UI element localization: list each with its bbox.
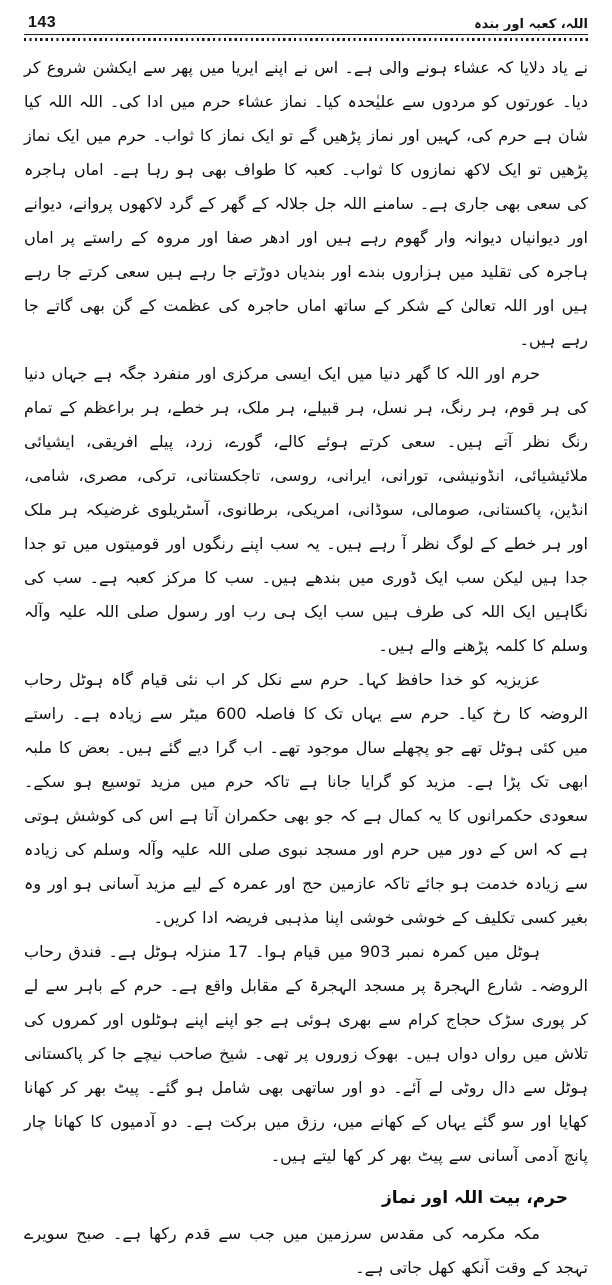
paragraph-continuation: نے یاد دلایا کہ عشاء ہونے والی ہے۔ اس نے اپنے ایریا میں پھر سے ایکشن شروع کر دیا۔ عورتوں کو مردوں سے علیٰحدہ کیا۔ نماز عشاء حرم میں ادا کی۔ اللہ اللہ کیا شان ہے حرم کی، کہیں اور نماز پڑھیں گے تو ایک نماز کا ثواب۔ حرم میں ایک نماز پڑھیں تو ایک لاکھ نمازوں کا ثواب۔ کعبہ کا طواف بھی ہو رہا ہے۔ اماں ہاجرہ کی سعی بھی جاری ہے۔ سامنے اللہ جل جلالہ کے گھر کے گرد لاکھوں پروانے، دیوانے اور دیوانیاں دیوانہ وار گھوم رہے ہیں اور ادھر صفا اور مروہ کے راستے پر اماں ہاجرہ کی تقلید میں ہزاروں بندے اور بندیاں دوڑتے جا رہے ہیں سعی کرتے جا رہے ہیں اور اللہ تعالیٰ کے شکر کے ساتھ اماں حاجرہ کی عظمت کے گن بھی گاتے جا رہے ہیں۔	[24, 58, 588, 349]
page-header	[24, 8, 588, 32]
section-heading: حرم، بیت اللہ اور نماز	[382, 1188, 568, 1208]
page-number: 143	[28, 14, 57, 31]
running-title: اللہ، کعبہ اور بندہ	[474, 17, 588, 32]
header-rule-dotted	[24, 38, 588, 41]
paragraph: عزیزیہ کو خدا حافظ کہا۔ حرم سے نکل کر اب نئی قیام گاہ ہوٹل رحاب الروضہ کا رخ کیا۔ حرم سے یہاں تک کا فاصلہ 600 میٹر سے زیادہ ہے۔ راستے میں کئی ہوٹل تھے جو پچھلے سال موجود تھے۔ اب گرا دیے گئے ہیں۔ بعض کا ملبہ ابھی تک پڑا ہے۔ مزید کو گرایا جانا ہے تاکہ حرم میں مزید توسیع ہو سکے۔ سعودی حکمرانوں کا یہ کمال ہے کہ جو بھی حکمران آتا ہے اس کی کوشش ہوتی ہے کہ اس کے دور میں حرم اور مسجد نبوی صلی اللہ علیہ وآلہ وسلم کی زیادہ سے زیادہ خدمت ہو جائے تاکہ عازمین حج اور عمرہ کے لیے مزید آسانی ہو اور وہ بغیر کسی تکلیف کے خوشی خوشی اپنا مذہبی فریضہ ادا کریں۔	[24, 670, 589, 927]
header-rule-solid	[24, 34, 588, 35]
page-body	[24, 51, 588, 1285]
paragraph: ہوٹل میں کمرہ نمبر 903 میں قیام ہوا۔ 17 منزلہ ہوٹل ہے۔ فندق رحاب الروضہ۔ شارع الہجرۃ پر مسجد الہجرۃ کے مقابل واقع ہے۔ حرم کے باہر سے لے کر پوری سڑک حجاج کرام سے بھری ہوئی ہے جو اپنے اپنے ہوٹلوں اور کمروں کی تلاش میں رواں دواں ہیں۔ بھوک زوروں پر تھی۔ شیخ صاحب نیچے جا کر پاکستانی ہوٹل سے دال روٹی لے آئے۔ دو اور ساتھی بھی شامل ہو گئے۔ پیٹ بھر کر کھانا کھایا اور سو گئے یہاں کے کھانے میں، رزق میں برکت ہے۔ دو آدمیوں کا کھانا چار پانچ آدمی آسانی سے پیٹ بھر کر کھا لیتے ہیں۔	[24, 942, 588, 1165]
paragraph: مکہ مکرمہ کی مقدس سرزمین میں جب سے قدم رکھا ہے۔ صبح سویرے تہجد کے وقت آنکھ کھل جاتی ہے۔	[24, 1224, 588, 1277]
paragraph: حرم اور اللہ کا گھر دنیا میں ایک ایسی مرکزی اور منفرد جگہ ہے جہاں دنیا کی ہر قوم، ہر رنگ، ہر نسل، ہر قبیلے، ہر ملک، ہر خطے، ہر براعظم کے تمام رنگ نظر آتے ہیں۔ سعی کرتے ہوئے کالے، گورے، زرد، پیلے افریقی، ایشیائی ملائیشیائی، انڈونیشی، تورانی، ایرانی، روسی، تاجکستانی، ترکی، مصری، شامی، انڈین، پاکستانی، صومالی، سوڈانی، امریکی، برطانوی، آسٹریلوی غرضیکہ ہر ملک اور ہر خطے کے لوگ نظر آ رہے ہیں۔ یہ سب اپنے رنگوں اور قومیتوں میں تو جدا جدا ہیں لیکن سب ایک ڈوری میں بندھے ہیں۔ سب کا مرکز کعبہ ہے۔ سب کی نگاہیں ایک اللہ کی طرف ہیں سب ایک ہی رب اور رسول صلی اللہ علیہ وآلہ وسلم کا کلمہ پڑھنے والے ہیں۔	[24, 364, 589, 655]
